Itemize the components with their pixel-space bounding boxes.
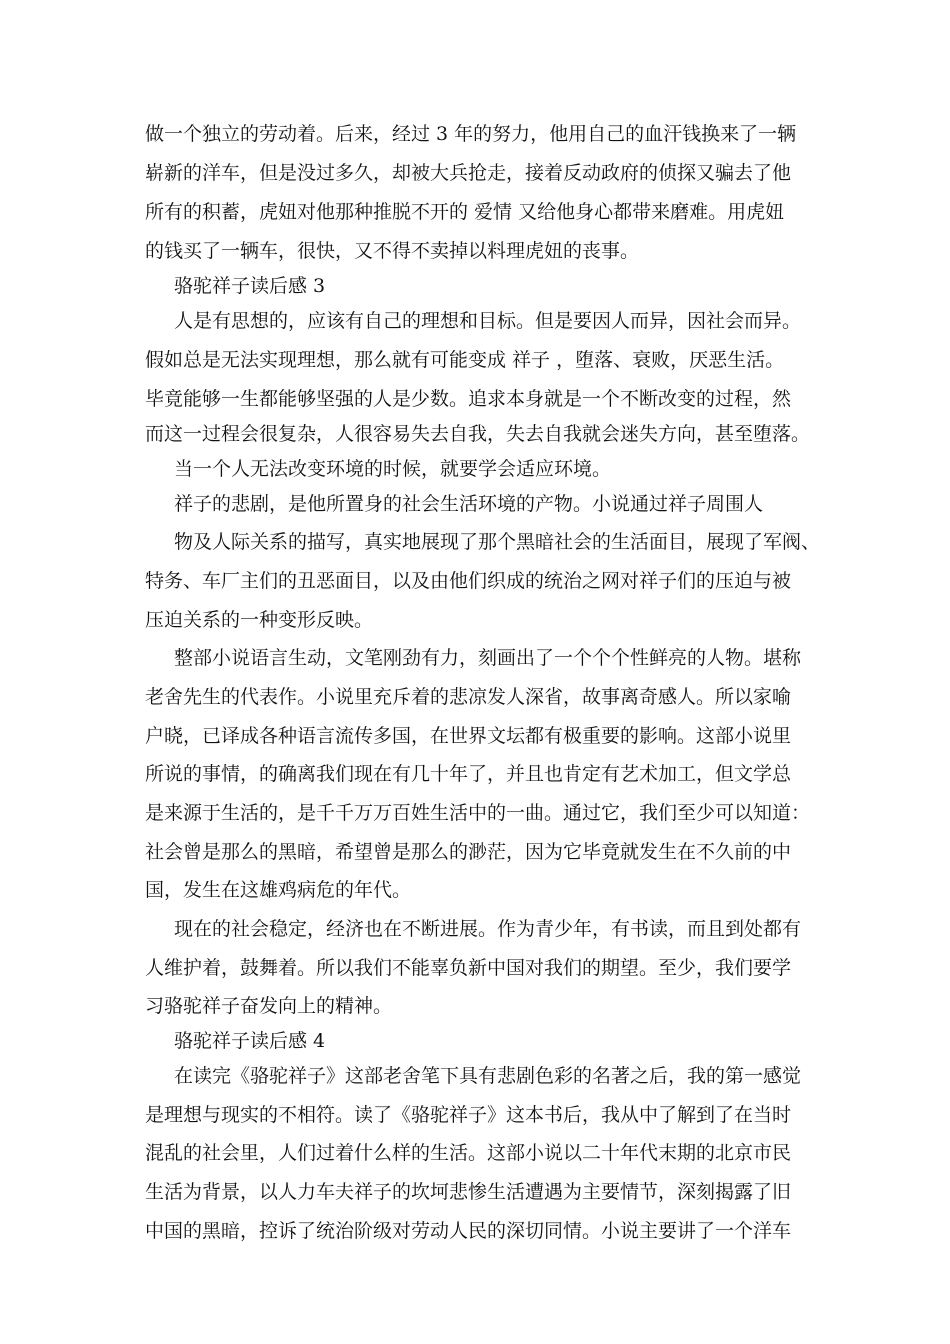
text-line: 整部小说语言生动，文笔刚劲有力，刻画出了一个个个性鲜亮的人物。堪称 [174, 647, 802, 669]
text-line: 假如总是无法实现理想，那么就有可能变成 祥子 ，堕落、衰败，厌恶生活。 [145, 349, 785, 371]
text-line: 现在的社会稳定，经济也在不断进展。作为青少年，有书读，而且到处都有 [174, 918, 802, 940]
text-line: 人维护着，鼓舞着。所以我们不能辜负新中国对我们的期望。至少，我们要学 [145, 957, 792, 979]
text-line: 的钱买了一辆车，很快，又不得不卖掉以料理虎妞的丧事。 [145, 240, 640, 262]
text-line: 特务、车厂主们的丑恶面目，以及由他们织成的统治之网对祥子们的压迫与被 [145, 570, 792, 592]
text-line: 户晓，已译成各种语言流传多国，在世界文坛都有极重要的影响。这部小说里 [145, 725, 792, 747]
text-line: 物及人际关系的描写，真实地展现了那个黑暗社会的生活面目，展现了军阀、 [174, 531, 821, 553]
text-line: 当一个人无法改变环境的时候，就要学会适应环境。 [174, 458, 612, 480]
text-line: 混乱的社会里，人们过着什么样的生活。这部小说以二十年代末期的北京市民 [145, 1142, 792, 1164]
text-line: 中国的黑暗，控诉了统治阶级对劳动人民的深切同情。小说主要讲了一个洋车 [145, 1220, 792, 1242]
text-line: 在读完《骆驼祥子》这部老舍笔下具有悲剧色彩的名著之后，我的第一感觉 [174, 1065, 802, 1087]
text-line: 所说的事情，的确离我们现在有几十年了，并且也肯定有艺术加工，但文学总 [145, 763, 792, 785]
section-heading: 骆驼祥子读后感 4 [174, 1030, 326, 1052]
text-line: 老舍先生的代表作。小说里充斥着的悲凉发人深省，故事离奇感人。所以家喻 [145, 686, 792, 708]
text-line: 做一个独立的劳动着。后来，经过 3 年的努力，他用自己的血汗钱换来了一辆 [145, 123, 797, 145]
text-line: 压迫关系的一种变形反映。 [145, 609, 374, 631]
text-line: 祥子的悲剧，是他所置身的社会生活环境的产物。小说通过祥子周围人 [174, 493, 764, 515]
text-line: 社会曾是那么的黑暗，希望曾是那么的渺茫，因为它毕竟就发生在不久前的中 [145, 841, 792, 863]
text-line: 所有的积蓄，虎妞对他那种推脱不开的 爱情 又给他身心都带来磨难。用虎妞 [145, 201, 785, 223]
text-line: 人是有思想的，应该有自己的理想和目标。但是要因人而异，因社会而异。 [174, 310, 802, 332]
text-line: 生活为背景，以人力车夫祥子的坎坷悲惨生活遭遇为主要情节，深刻揭露了旧 [145, 1181, 792, 1203]
section-heading: 骆驼祥子读后感 3 [174, 275, 326, 297]
text-line: 是理想与现实的不相符。读了《骆驼祥子》这本书后，我从中了解到了在当时 [145, 1104, 792, 1126]
text-line: 崭新的洋车，但是没过多久，却被大兵抢走，接着反动政府的侦探又骗去了他 [145, 162, 792, 184]
text-line: 国，发生在这雄鸡病危的年代。 [145, 879, 412, 901]
text-line: 习骆驼祥子奋发向上的精神。 [145, 995, 393, 1017]
text-line: 而这一过程会很复杂，人很容易失去自我，失去自我就会迷失方向，甚至堕落。 [145, 423, 811, 445]
text-line: 是来源于生活的，是千千万万百姓生活中的一曲。通过它，我们至少可以知道： [145, 802, 811, 824]
text-line: 毕竟能够一生都能够坚强的人是少数。追求本身就是一个不断改变的过程，然 [145, 388, 792, 410]
